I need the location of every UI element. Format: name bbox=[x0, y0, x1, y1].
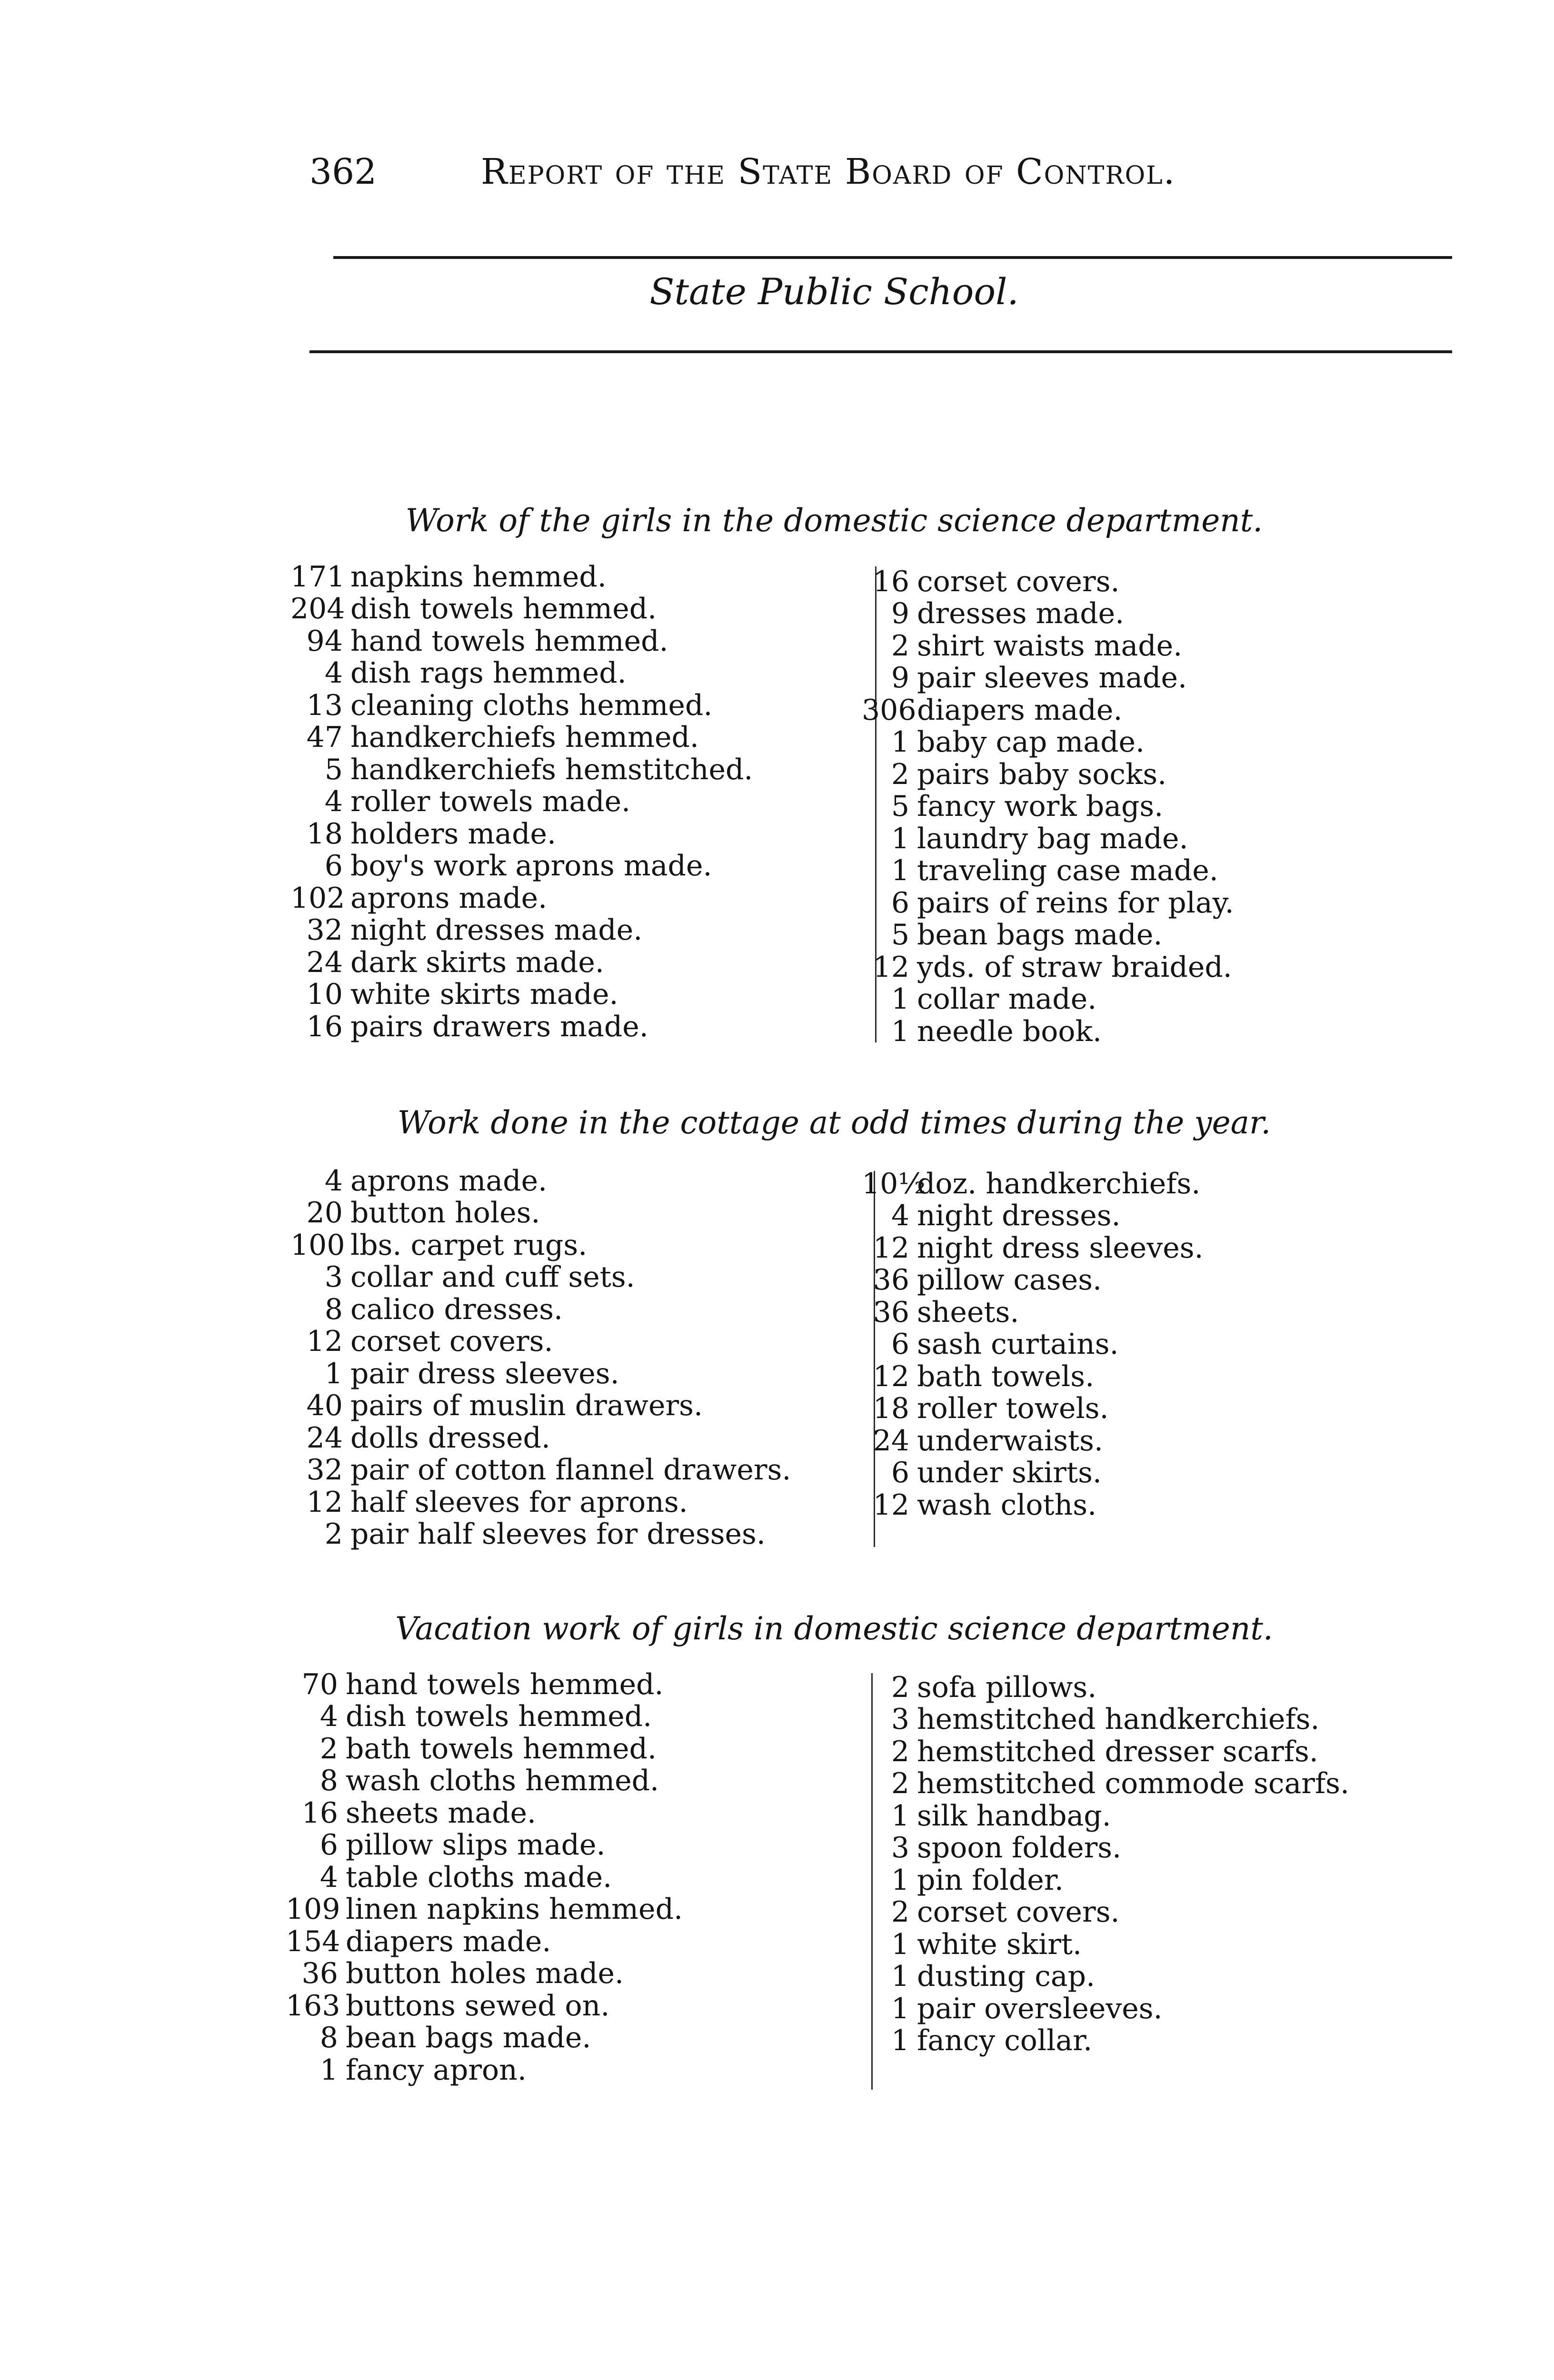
item-description: bean bags made. bbox=[346, 2021, 591, 2055]
item-description: dark skirts made. bbox=[350, 945, 604, 979]
item-quantity: 94 bbox=[306, 624, 343, 658]
item-description: pin folder. bbox=[917, 1863, 1064, 1897]
item-description: fancy collar. bbox=[917, 2024, 1093, 2058]
list-item bbox=[862, 1768, 1349, 1800]
item-quantity: 13 bbox=[306, 688, 343, 722]
list-item bbox=[862, 758, 1234, 791]
list-item bbox=[290, 1293, 791, 1326]
item-quantity: 2 bbox=[891, 629, 909, 663]
item-quantity: 171 bbox=[290, 560, 345, 594]
list-item bbox=[862, 887, 1234, 919]
item-quantity: 5 bbox=[891, 918, 909, 952]
item-description: handkerchiefs hemmed. bbox=[350, 721, 699, 754]
list-item bbox=[862, 1928, 1349, 1961]
list-item bbox=[862, 1800, 1349, 1832]
item-quantity: 2 bbox=[319, 1732, 338, 1765]
list-item bbox=[862, 1961, 1349, 1993]
item-quantity: 24 bbox=[873, 1424, 909, 1458]
item-description: yds. of straw braided. bbox=[917, 950, 1232, 984]
list-item bbox=[286, 1797, 683, 1829]
item-quantity: 8 bbox=[319, 2021, 338, 2055]
item-description: pair half sleeves for dresses. bbox=[350, 1517, 766, 1551]
item-quantity: 1 bbox=[891, 1992, 909, 2025]
item-quantity: 40 bbox=[306, 1389, 343, 1423]
item-description: wash cloths hemmed. bbox=[346, 1764, 659, 1798]
item-quantity: 47 bbox=[306, 721, 343, 754]
item-quantity: 1 bbox=[891, 982, 909, 1016]
item-description: bean bags made. bbox=[917, 918, 1163, 952]
list-item bbox=[290, 689, 753, 722]
section-1-right-column bbox=[862, 565, 1234, 1048]
item-quantity: 4 bbox=[324, 1164, 343, 1198]
list-item bbox=[862, 791, 1234, 823]
item-quantity: 32 bbox=[306, 913, 343, 947]
list-item bbox=[290, 722, 753, 754]
item-quantity: 18 bbox=[306, 817, 343, 851]
item-quantity: 18 bbox=[873, 1392, 909, 1426]
list-item bbox=[862, 694, 1234, 726]
section-3-left-column bbox=[286, 1668, 683, 2086]
list-item bbox=[286, 1861, 683, 1894]
item-quantity: 16 bbox=[873, 565, 909, 598]
list-item bbox=[290, 561, 753, 593]
section-2-right-column bbox=[862, 1168, 1204, 1521]
item-quantity: 2 bbox=[891, 757, 909, 791]
item-description: collar and cuff sets. bbox=[350, 1260, 635, 1294]
list-item bbox=[862, 1457, 1204, 1489]
item-description: hand towels hemmed. bbox=[346, 1667, 664, 1701]
item-description: dish rags hemmed. bbox=[350, 656, 627, 690]
item-description: shirt waists made. bbox=[917, 629, 1183, 663]
item-quantity: 4 bbox=[324, 656, 343, 690]
item-description: pair oversleeves. bbox=[917, 1992, 1163, 2025]
item-description: night dresses made. bbox=[350, 913, 643, 947]
item-quantity: 1 bbox=[891, 854, 909, 888]
item-description: doz. handkerchiefs. bbox=[917, 1167, 1201, 1200]
item-description: laundry bag made. bbox=[917, 822, 1188, 855]
item-quantity: 2 bbox=[891, 1767, 909, 1801]
item-quantity: 1 bbox=[891, 1927, 909, 1961]
list-item bbox=[290, 625, 753, 657]
item-description: pairs of reins for play. bbox=[917, 886, 1234, 920]
item-description: pair of cotton flannel drawers. bbox=[350, 1453, 791, 1487]
item-description: linen napkins hemmed. bbox=[346, 1893, 683, 1926]
item-description: cleaning cloths hemmed. bbox=[350, 688, 713, 722]
list-item bbox=[286, 2022, 683, 2054]
list-item bbox=[286, 1668, 683, 1701]
item-description: traveling case made. bbox=[917, 854, 1218, 888]
list-item bbox=[290, 850, 753, 883]
item-quantity: 70 bbox=[301, 1667, 338, 1701]
subtitle-rule bbox=[309, 350, 1452, 353]
list-item bbox=[286, 1829, 683, 1862]
item-quantity: 6 bbox=[891, 1328, 909, 1361]
item-description: aprons made. bbox=[350, 881, 548, 915]
list-item bbox=[290, 1358, 791, 1390]
item-description: roller towels made. bbox=[350, 785, 631, 819]
item-description: button holes. bbox=[350, 1196, 540, 1230]
item-quantity: 6 bbox=[319, 1828, 338, 1862]
list-item bbox=[862, 1993, 1349, 2025]
item-quantity: 24 bbox=[306, 945, 343, 979]
list-item bbox=[290, 1486, 791, 1518]
item-quantity: 10 bbox=[306, 978, 343, 1012]
item-quantity: 2 bbox=[891, 1670, 909, 1704]
item-description: sash curtains. bbox=[917, 1328, 1119, 1361]
item-description: button holes made. bbox=[346, 1957, 624, 1991]
item-quantity: 9 bbox=[891, 597, 909, 631]
list-item bbox=[290, 593, 753, 625]
list-item bbox=[862, 1704, 1349, 1736]
item-quantity: 6 bbox=[891, 886, 909, 920]
list-item bbox=[290, 979, 753, 1011]
item-description: napkins hemmed. bbox=[350, 560, 607, 594]
item-description: white skirt. bbox=[917, 1927, 1082, 1961]
list-item bbox=[862, 1832, 1349, 1864]
list-item bbox=[862, 919, 1234, 952]
item-description: table cloths made. bbox=[346, 1860, 612, 1894]
item-quantity: 6 bbox=[891, 1456, 909, 1490]
item-quantity: 1 bbox=[891, 1799, 909, 1833]
item-description: aprons made. bbox=[350, 1164, 548, 1198]
item-quantity: 2 bbox=[324, 1517, 343, 1551]
item-description: baby cap made. bbox=[917, 725, 1145, 759]
top-rule bbox=[333, 256, 1452, 259]
list-item bbox=[862, 1296, 1204, 1329]
item-description: needle book. bbox=[917, 1014, 1102, 1048]
item-description: pair dress sleeves. bbox=[350, 1357, 619, 1390]
item-description: lbs. carpet rugs. bbox=[350, 1228, 588, 1262]
list-item bbox=[286, 1925, 683, 1958]
section-title: Work done in the cottage at odd times during the year. bbox=[397, 1104, 1271, 1141]
list-item bbox=[862, 1200, 1204, 1232]
section-2-left-column bbox=[290, 1165, 791, 1550]
item-quantity: 4 bbox=[324, 785, 343, 819]
list-item bbox=[862, 726, 1234, 759]
item-quantity: 16 bbox=[301, 1796, 338, 1830]
list-item bbox=[286, 1733, 683, 1765]
item-quantity: 2 bbox=[891, 1735, 909, 1768]
item-description: dish towels hemmed. bbox=[346, 1700, 652, 1734]
item-description: hemstitched commode scarfs. bbox=[917, 1767, 1350, 1801]
item-quantity: 3 bbox=[891, 1703, 909, 1736]
item-description: bath towels hemmed. bbox=[346, 1732, 657, 1765]
item-description: buttons sewed on. bbox=[346, 1989, 610, 2023]
list-item bbox=[290, 1197, 791, 1230]
item-description: half sleeves for aprons. bbox=[350, 1485, 688, 1519]
item-description: pairs baby socks. bbox=[917, 757, 1167, 791]
item-description: collar made. bbox=[917, 982, 1097, 1016]
item-description: bath towels. bbox=[917, 1359, 1095, 1393]
item-quantity: 6 bbox=[324, 849, 343, 883]
item-description: holders made. bbox=[350, 817, 557, 851]
item-description: diapers made. bbox=[346, 1924, 551, 1958]
item-quantity: 1 bbox=[891, 725, 909, 759]
list-item bbox=[862, 1168, 1204, 1200]
list-item bbox=[290, 1326, 791, 1358]
list-item bbox=[862, 2025, 1349, 2057]
list-item bbox=[290, 818, 753, 850]
item-quantity: 1 bbox=[891, 1960, 909, 1993]
item-quantity: 1 bbox=[891, 1014, 909, 1048]
item-quantity: 1 bbox=[891, 822, 909, 855]
item-quantity: 102 bbox=[290, 881, 345, 915]
list-item bbox=[290, 1518, 791, 1551]
item-quantity: 10½ bbox=[862, 1167, 926, 1200]
list-item bbox=[290, 1011, 753, 1043]
section-3-right-column bbox=[862, 1671, 1349, 2057]
item-quantity: 1 bbox=[319, 2053, 338, 2087]
list-item bbox=[862, 630, 1234, 662]
item-description: pillow cases. bbox=[917, 1263, 1102, 1297]
list-item bbox=[862, 823, 1234, 855]
item-description: fancy work bags. bbox=[917, 790, 1164, 823]
item-quantity: 204 bbox=[290, 592, 345, 626]
item-quantity: 8 bbox=[319, 1764, 338, 1798]
list-item bbox=[862, 1864, 1349, 1896]
page-number: 362 bbox=[309, 151, 377, 192]
item-description: night dresses. bbox=[917, 1199, 1121, 1233]
item-description: white skirts made. bbox=[350, 978, 618, 1012]
item-description: hand towels hemmed. bbox=[350, 624, 668, 658]
item-quantity: 32 bbox=[306, 1453, 343, 1487]
list-item bbox=[290, 657, 753, 690]
item-quantity: 12 bbox=[306, 1325, 343, 1359]
item-description: wash cloths. bbox=[917, 1488, 1097, 1522]
item-quantity: 5 bbox=[324, 753, 343, 786]
list-item bbox=[862, 951, 1234, 983]
item-quantity: 1 bbox=[324, 1357, 343, 1390]
list-item bbox=[862, 1232, 1204, 1264]
item-description: sofa pillows. bbox=[917, 1670, 1097, 1704]
list-item bbox=[286, 1894, 683, 1926]
list-item bbox=[290, 946, 753, 979]
item-description: night dress sleeves. bbox=[917, 1231, 1204, 1265]
item-quantity: 306 bbox=[862, 693, 916, 727]
list-item bbox=[862, 662, 1234, 694]
item-quantity: 36 bbox=[301, 1957, 338, 1991]
list-item bbox=[286, 1701, 683, 1733]
section-title: Vacation work of girls in domestic science department. bbox=[395, 1610, 1273, 1647]
list-item bbox=[862, 855, 1234, 887]
list-item bbox=[862, 1393, 1204, 1425]
list-item bbox=[290, 1261, 791, 1294]
list-item bbox=[862, 1425, 1204, 1457]
item-quantity: 36 bbox=[873, 1295, 909, 1329]
list-item bbox=[290, 882, 753, 914]
item-description: calico dresses. bbox=[350, 1292, 563, 1326]
item-description: pairs of muslin drawers. bbox=[350, 1389, 703, 1423]
list-item bbox=[862, 1360, 1204, 1393]
list-item bbox=[862, 565, 1234, 598]
item-description: boy's work aprons made. bbox=[350, 849, 712, 883]
item-quantity: 109 bbox=[286, 1893, 340, 1926]
list-item bbox=[290, 914, 753, 947]
list-item bbox=[290, 754, 753, 786]
list-item bbox=[290, 1165, 791, 1197]
list-item bbox=[862, 1015, 1234, 1048]
item-description: corset covers. bbox=[917, 1895, 1120, 1929]
item-quantity: 4 bbox=[319, 1700, 338, 1734]
page-subtitle: State Public School. bbox=[649, 270, 1019, 313]
item-quantity: 12 bbox=[873, 1359, 909, 1393]
list-item bbox=[286, 2054, 683, 2086]
list-item bbox=[286, 1958, 683, 1990]
section-title: Work of the girls in the domestic science department. bbox=[405, 502, 1263, 539]
item-description: roller towels. bbox=[917, 1392, 1109, 1426]
item-quantity: 163 bbox=[286, 1989, 340, 2023]
item-quantity: 12 bbox=[306, 1485, 343, 1519]
item-description: spoon folders. bbox=[917, 1831, 1122, 1865]
item-quantity: 9 bbox=[891, 661, 909, 695]
item-quantity: 100 bbox=[290, 1228, 345, 1262]
list-item bbox=[862, 983, 1234, 1016]
item-description: fancy apron. bbox=[346, 2053, 527, 2087]
item-description: corset covers. bbox=[917, 565, 1120, 598]
item-description: pairs drawers made. bbox=[350, 1010, 648, 1043]
list-item bbox=[290, 1390, 791, 1422]
list-item bbox=[862, 1735, 1349, 1768]
list-item bbox=[290, 1422, 791, 1454]
list-item bbox=[862, 1264, 1204, 1297]
item-quantity: 4 bbox=[891, 1199, 909, 1233]
list-item bbox=[286, 1765, 683, 1797]
item-quantity: 5 bbox=[891, 790, 909, 823]
section-1-left-column bbox=[290, 561, 753, 1043]
item-description: silk handbag. bbox=[917, 1799, 1111, 1833]
item-description: dolls dressed. bbox=[350, 1421, 550, 1455]
item-quantity: 36 bbox=[873, 1263, 909, 1297]
item-description: corset covers. bbox=[350, 1325, 553, 1359]
item-description: sheets made. bbox=[346, 1796, 537, 1830]
item-description: dusting cap. bbox=[917, 1960, 1096, 1993]
item-description: hemstitched dresser scarfs. bbox=[917, 1735, 1318, 1768]
list-item bbox=[862, 1671, 1349, 1704]
item-description: underwaists. bbox=[917, 1424, 1103, 1458]
list-item bbox=[862, 1329, 1204, 1361]
item-quantity: 12 bbox=[873, 950, 909, 984]
item-description: under skirts. bbox=[917, 1456, 1102, 1490]
item-quantity: 3 bbox=[324, 1260, 343, 1294]
item-description: hemstitched handkerchiefs. bbox=[917, 1703, 1320, 1736]
item-description: dresses made. bbox=[917, 597, 1125, 631]
list-item bbox=[862, 598, 1234, 630]
item-quantity: 4 bbox=[319, 1860, 338, 1894]
item-description: sheets. bbox=[917, 1295, 1019, 1329]
running-title: Report of the State Board of Control. bbox=[481, 151, 1176, 192]
item-quantity: 12 bbox=[873, 1231, 909, 1265]
item-description: pillow slips made. bbox=[346, 1828, 606, 1862]
list-item bbox=[862, 1489, 1204, 1521]
item-quantity: 3 bbox=[891, 1831, 909, 1865]
item-quantity: 154 bbox=[286, 1924, 340, 1958]
list-item bbox=[290, 1454, 791, 1487]
item-quantity: 12 bbox=[873, 1488, 909, 1522]
item-quantity: 8 bbox=[324, 1292, 343, 1326]
item-description: diapers made. bbox=[917, 693, 1123, 727]
list-item bbox=[286, 1990, 683, 2022]
item-quantity: 2 bbox=[891, 1895, 909, 1929]
item-description: dish towels hemmed. bbox=[350, 592, 657, 626]
item-quantity: 24 bbox=[306, 1421, 343, 1455]
item-description: pair sleeves made. bbox=[917, 661, 1187, 695]
list-item bbox=[290, 786, 753, 818]
list-item bbox=[290, 1229, 791, 1261]
item-quantity: 1 bbox=[891, 1863, 909, 1897]
item-quantity: 1 bbox=[891, 2024, 909, 2058]
item-description: handkerchiefs hemstitched. bbox=[350, 753, 753, 786]
list-item bbox=[862, 1896, 1349, 1929]
item-quantity: 20 bbox=[306, 1196, 343, 1230]
item-quantity: 16 bbox=[306, 1010, 343, 1043]
